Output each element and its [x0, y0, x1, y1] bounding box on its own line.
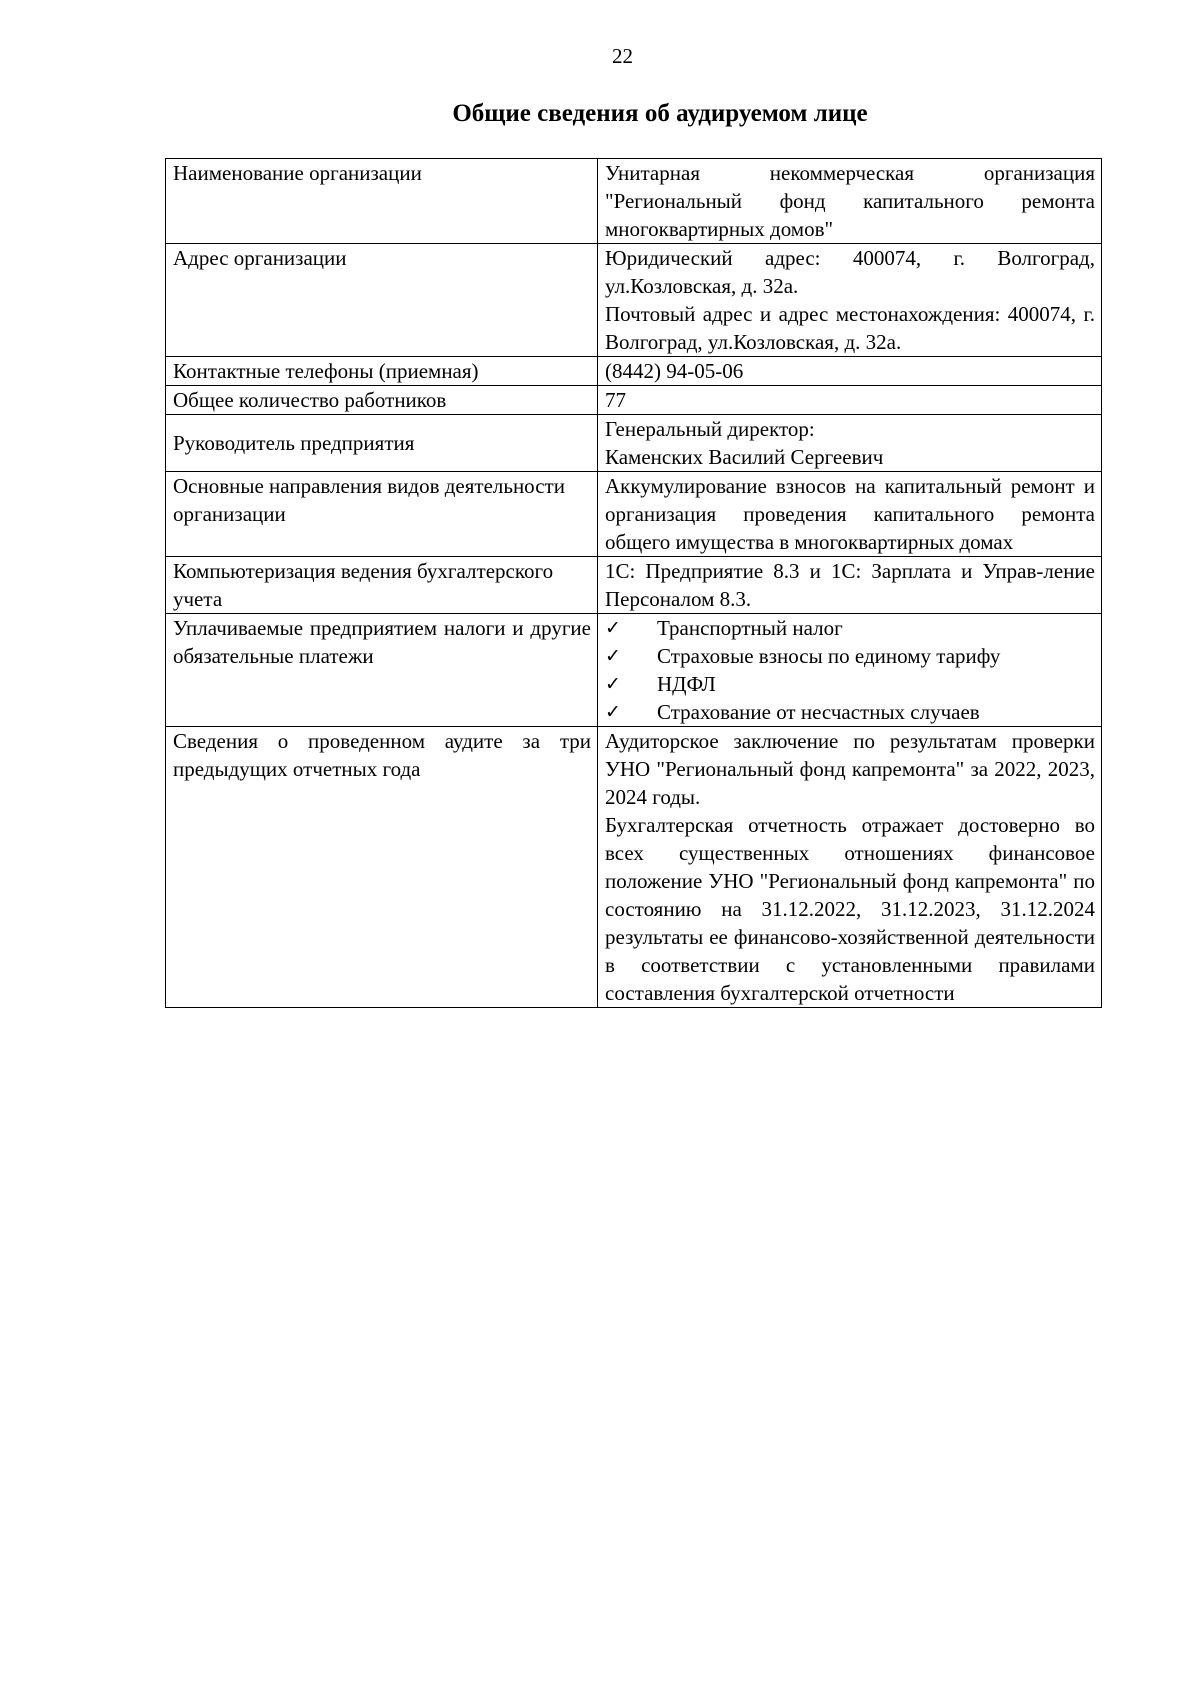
table-row-taxes — [166, 614, 1102, 727]
value-director — [598, 415, 1102, 472]
value-taxes — [598, 614, 1102, 727]
list-item — [605, 642, 1095, 670]
check-icon: ✓ — [605, 673, 621, 695]
check-icon: ✓ — [605, 701, 621, 723]
label-audit: Сведения о проведенном аудите за три предыдущих отчетных года — [166, 727, 598, 1008]
table-row-org-name — [166, 159, 1102, 244]
table-row-software — [166, 557, 1102, 614]
director-position: Генеральный директор: — [605, 417, 815, 441]
audit-opinion: Бухгалтерская отчетность отражает достоверно во всех существенных отношениях финансовое положение УНО "Региональный фонд капремонта" по состоянию на 31.12.2022, 31.12.2023, 31.12.2024 результаты ее финансово-хозяйственной деятельности в соответствии с установленными правилами составления бухгалтерской отчетности — [605, 813, 1095, 1005]
value-address — [598, 244, 1102, 357]
tax-item-label: Транспортный налог — [657, 616, 843, 640]
value-audit — [598, 727, 1102, 1008]
table-row-director — [166, 415, 1102, 472]
director-name: Каменских Василий Сергеевич — [605, 445, 884, 469]
tax-item-label: НДФЛ — [657, 672, 716, 696]
value-org-name — [598, 159, 1102, 244]
table-row-activities — [166, 472, 1102, 557]
label-taxes: Уплачиваемые предприятием налоги и другие обязательные платежи — [166, 614, 598, 727]
label-address: Адрес организации — [166, 244, 598, 357]
label-director: Руководитель предприятия — [166, 415, 598, 472]
list-item — [605, 614, 1095, 642]
software-text: 1С: Предприятие 8.3 и 1С: Зарплата и Управ-ление Персоналом 8.3. — [605, 559, 1095, 611]
tax-list — [605, 614, 1095, 726]
value-employees: 77 — [598, 386, 1102, 415]
label-org-name: Наименование организации — [166, 159, 598, 244]
page-title: Общие сведения об аудируемом лице — [452, 100, 868, 127]
postal-address: Почтовый адрес и адрес местонахождения: 400074, г. Волгоград, ул.Козловская, д. 32а. — [605, 302, 1095, 354]
tax-item-label: Страхование от несчастных случаев — [657, 700, 980, 724]
tax-item-label: Страховые взносы по единому тарифу — [657, 644, 1001, 668]
table-row-employees — [166, 386, 1102, 415]
legal-address: Юридический адрес: 400074, г. Волгоград, ул.Козловская, д. 32а. — [605, 246, 1095, 298]
label-phones: Контактные телефоны (приемная) — [166, 357, 598, 386]
table-row-audit — [166, 727, 1102, 1008]
page-number: 22 — [612, 44, 633, 68]
list-item — [605, 670, 1095, 698]
list-item — [605, 698, 1095, 726]
table-row-phones — [166, 357, 1102, 386]
label-software: Компьютеризация ведения бухгалтерского учета — [166, 557, 598, 614]
table-row-address — [166, 244, 1102, 357]
label-activities: Основные направления видов деятельности организации — [166, 472, 598, 557]
audit-conclusion: Аудиторское заключение по результатам проверки УНО "Региональный фонд капремонта" за 2022, 2023, 2024 годы. — [605, 729, 1095, 809]
activities-text: Аккумулирование взносов на капитальный ремонт и организация проведения капитального ремонта общего имущества в многоквартирных домах — [605, 474, 1095, 554]
check-icon: ✓ — [605, 645, 621, 667]
org-name-text: Унитарная некоммерческая организация "Региональный фонд капитального ремонта многоквартирных домов" — [605, 161, 1095, 241]
value-phones: (8442) 94-05-06 — [598, 357, 1102, 386]
auditee-info-table — [165, 158, 1102, 1008]
label-employees: Общее количество работников — [166, 386, 598, 415]
check-icon: ✓ — [605, 617, 621, 639]
value-software — [598, 557, 1102, 614]
value-activities — [598, 472, 1102, 557]
